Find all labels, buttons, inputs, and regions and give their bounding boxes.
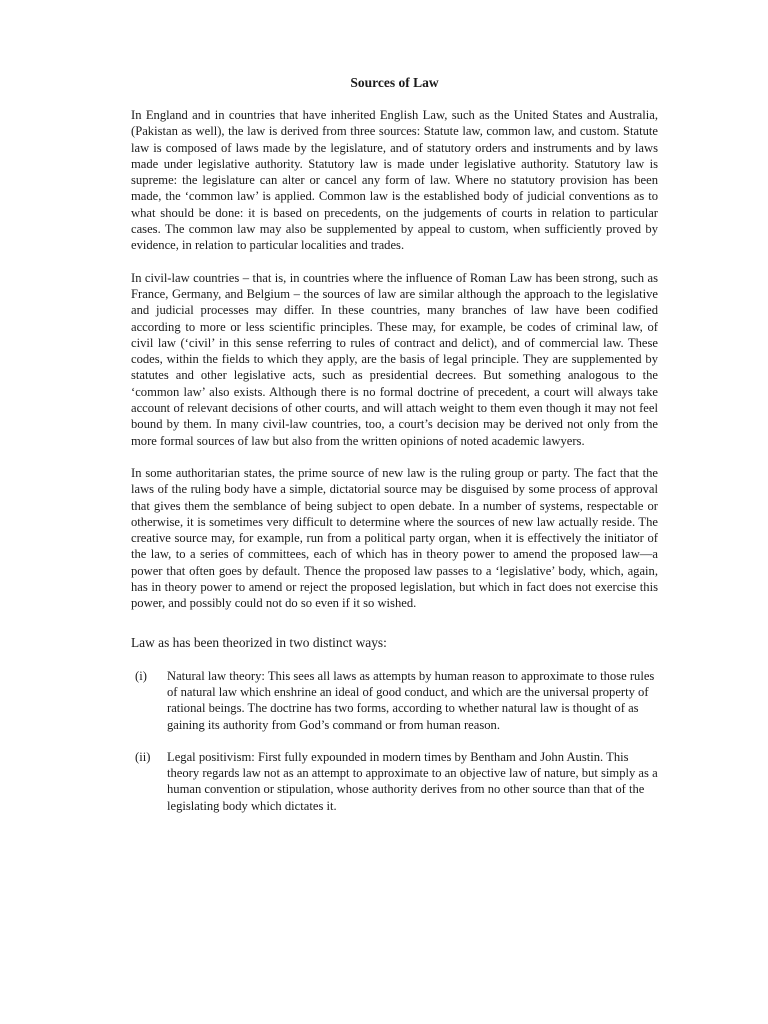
- paragraph-civil-law: In civil-law countries – that is, in countries where the influence of Roman Law has been strong, such as France, Germany, and Belgium – the sources of law are similar although the approach to the legislative and judicial processes may differ. In these countries, many branches of law have been codified according to more or less scientific principles. These may, for example, be codes of criminal law, of civil law (‘civil’ in this sense referring to rules of contract and delict), and of commercial law. These codes, within the fields to which they apply, are the basis of legal principle. They are supplemented by statutes and other legislative acts, such as presidential decrees. But something analogous to the ‘common law’ also exists. Although there is no formal doctrine of precedent, a court will always take account of relevant decisions of other courts, and will attach weight to them even though it may not feel bound by them. In many civil-law countries, too, a court’s decision may be derived not only from the more formal sources of law but also from the written opinions of noted academic lawyers.: [131, 270, 658, 448]
- list-marker: (ii): [135, 749, 151, 764]
- list-item-natural-law: [131, 668, 658, 733]
- paragraph-authoritarian: In some authoritarian states, the prime source of new law is the ruling group or party. The fact that the laws of the ruling body have a simple, dictatorial source may be disguised by some process of approval that gives them the semblance of being subject to open debate. In a number of systems, respectable or otherwise, it is sometimes very difficult to determine where the sources of new law actually reside. The creative source may, for example, run from a political party organ, when it is effectively the initiator of the law, to a series of committees, each of which has in theory power to amend the proposed law—a power that often goes by default. Thence the proposed law passes to a ‘legislative’ body, which, again, has in theory power to amend or reject the proposed legislation, but which in fact does not exercise this power, and possibly could not do so even if it so wished.: [131, 465, 658, 611]
- theories-list: [131, 668, 658, 814]
- list-item-text: Natural law theory: This sees all laws as attempts by human reason to approximate to those rules of natural law which enshrine an ideal of good conduct, and which are the universal property of rational beings. The doctrine has two forms, according to whether natural law is thought of as gaining its authority from God’s command or from human reason.: [167, 668, 655, 732]
- list-marker: (i): [135, 668, 147, 683]
- list-item-text: Legal positivism: First fully expounded in modern times by Bentham and John Austin. This theory regards law not as an attempt to approximate to an objective law of nature, but simply as a human convention or stipulation, whose authority derives from no other source than that of the legislating body which dictates it.: [167, 749, 658, 813]
- list-item-legal-positivism: [131, 749, 658, 814]
- document-page: [131, 74, 658, 830]
- page-title: Sources of Law: [350, 75, 439, 90]
- theories-intro: Law as has been theorized in two distinct ways:: [131, 634, 387, 650]
- paragraph-common-law: In England and in countries that have inherited English Law, such as the United States and Australia, (Pakistan as well), the law is derived from three sources: Statute law, common law, and custom. Statute law is composed of laws made by the legislature, and of statutory orders and instruments and by laws made under legislative authority. Statutory law is made under legislative authority. Statutory law is supreme: the legislature can alter or cancel any form of law. Where no statutory provision has been made, the ‘common law’ is applied. Common law is the established body of judicial conventions as to what should be done: it is based on precedents, on the judgements of courts in relation to particular cases. The common law may also be supplemented by appeal to custom, when sufficiently proved by evidence, in relation to particular localities and trades.: [131, 108, 658, 253]
